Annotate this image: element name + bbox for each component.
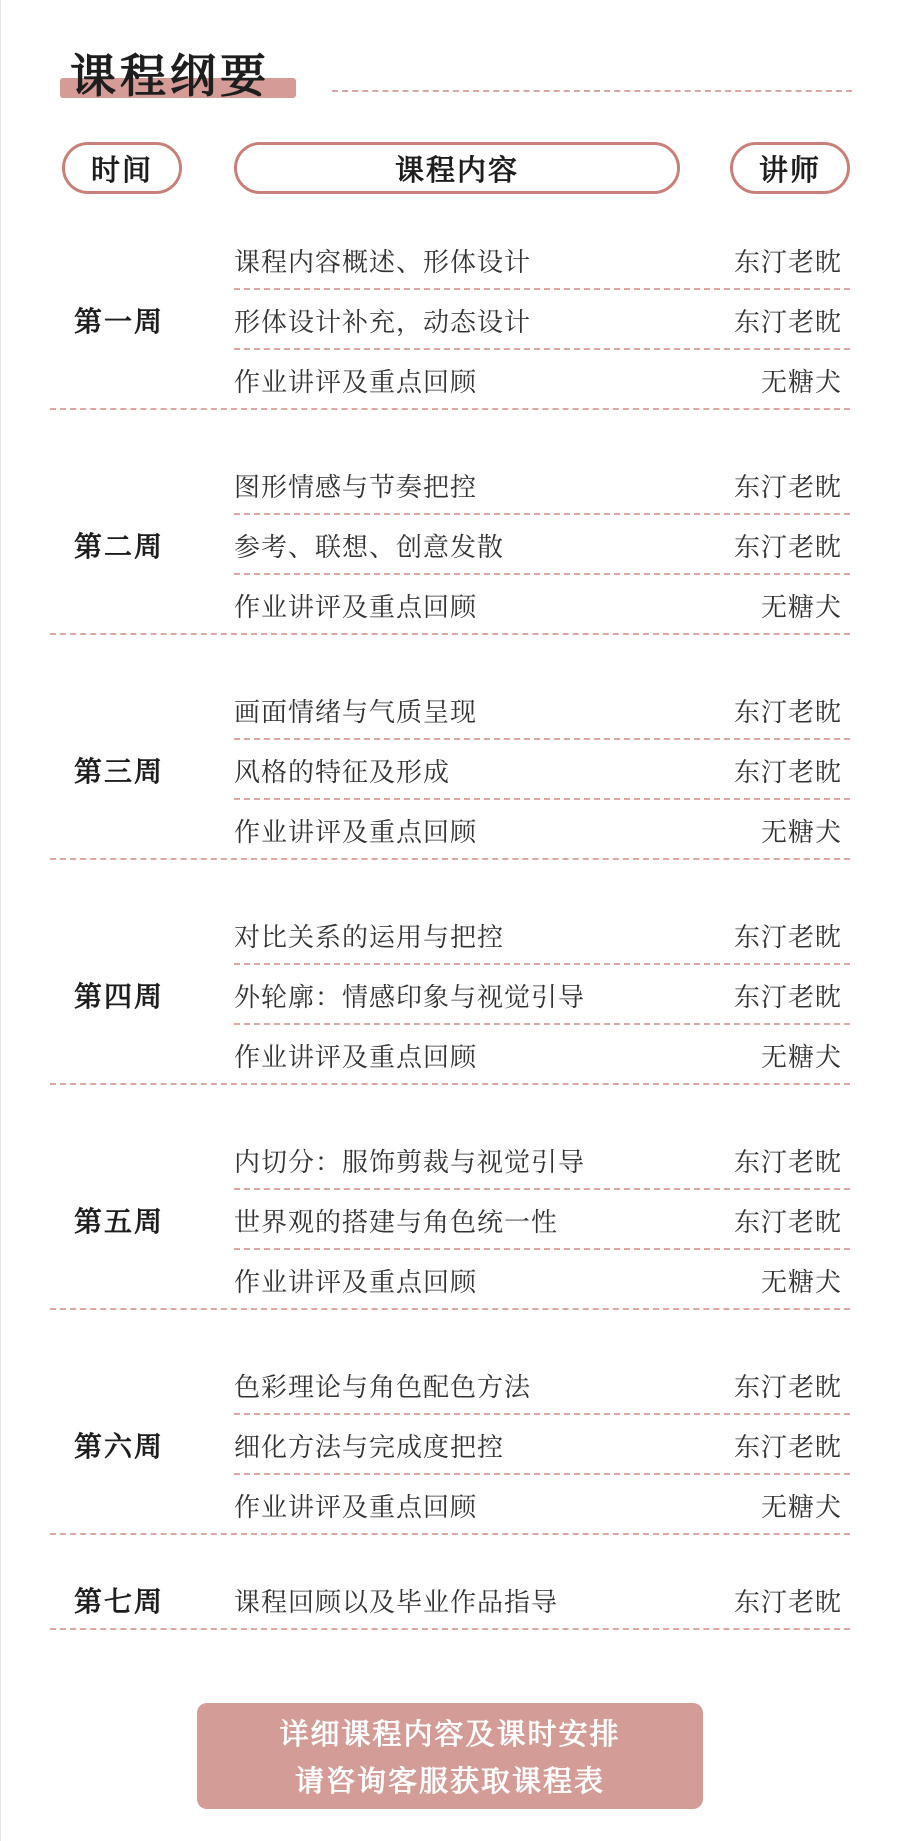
contact-banner-line1: 详细课程内容及课时安排	[279, 1717, 621, 1751]
course-teacher: 东汀老眈	[733, 983, 842, 1013]
course-title: 作业讲评及重点回顾	[234, 593, 478, 623]
header-time: 时间	[62, 142, 182, 194]
course-title: 作业讲评及重点回顾	[234, 368, 478, 398]
week-block	[50, 1128, 850, 1308]
course-row	[234, 1353, 850, 1413]
course-title: 色彩理论与角色配色方法	[234, 1373, 532, 1403]
course-row	[234, 1188, 850, 1248]
course-teacher: 东汀老眈	[733, 1148, 842, 1178]
course-row	[234, 903, 850, 963]
course-title: 外轮廓：情感印象与视觉引导	[234, 983, 586, 1013]
week-divider	[50, 633, 850, 635]
week-label: 第六周	[74, 1430, 165, 1463]
week-block	[50, 678, 850, 858]
week-divider	[50, 1083, 850, 1085]
week-label: 第五周	[74, 1205, 165, 1238]
week-label: 第七周	[74, 1585, 165, 1618]
course-teacher: 东汀老眈	[733, 248, 842, 278]
week-divider	[50, 1533, 850, 1535]
contact-banner[interactable]	[197, 1703, 703, 1809]
course-title: 风格的特征及形成	[234, 758, 451, 788]
course-row	[234, 1248, 850, 1308]
course-title: 对比关系的运用与把控	[234, 923, 505, 953]
course-teacher: 无糖犬	[760, 368, 842, 398]
course-title: 作业讲评及重点回顾	[234, 1268, 478, 1298]
week-label: 第一周	[74, 305, 165, 338]
course-title: 形体设计补充，动态设计	[234, 308, 532, 338]
course-title: 参考、联想、创意发散	[234, 533, 505, 563]
course-teacher: 东汀老眈	[733, 1433, 842, 1463]
header-teacher: 讲师	[730, 142, 850, 194]
course-row	[234, 573, 850, 633]
week-block	[50, 903, 850, 1083]
course-row	[234, 678, 850, 738]
course-teacher: 无糖犬	[760, 1268, 842, 1298]
course-row	[234, 453, 850, 513]
course-row	[234, 1413, 850, 1473]
course-row	[234, 1023, 850, 1083]
week-divider	[50, 1308, 850, 1310]
page-edge-line	[0, 0, 1, 1841]
course-title: 世界观的搭建与角色统一性	[234, 1208, 559, 1238]
course-row	[234, 738, 850, 798]
header-content: 课程内容	[234, 142, 680, 194]
course-row	[234, 1568, 850, 1628]
course-teacher: 无糖犬	[760, 818, 842, 848]
course-teacher: 无糖犬	[760, 1493, 842, 1523]
week-block	[50, 1568, 850, 1628]
course-title: 作业讲评及重点回顾	[234, 1043, 478, 1073]
course-title: 画面情绪与气质呈现	[234, 698, 478, 728]
course-teacher: 东汀老眈	[733, 1208, 842, 1238]
course-teacher: 无糖犬	[760, 1043, 842, 1073]
course-title: 作业讲评及重点回顾	[234, 818, 478, 848]
course-title: 图形情感与节奏把控	[234, 473, 478, 503]
course-title: 课程内容概述、形体设计	[234, 248, 532, 278]
course-teacher: 东汀老眈	[733, 923, 842, 953]
week-label: 第三周	[74, 755, 165, 788]
course-row	[234, 513, 850, 573]
course-teacher: 东汀老眈	[733, 533, 842, 563]
week-block	[50, 453, 850, 633]
course-row	[234, 228, 850, 288]
course-teacher: 无糖犬	[760, 593, 842, 623]
week-block	[50, 228, 850, 408]
course-row	[234, 1128, 850, 1188]
course-teacher: 东汀老眈	[733, 473, 842, 503]
course-row	[234, 348, 850, 408]
course-title: 内切分：服饰剪裁与视觉引导	[234, 1148, 586, 1178]
week-divider	[50, 858, 850, 860]
contact-banner-line2: 请咨询客服获取课程表	[294, 1764, 605, 1798]
course-title: 课程回顾以及毕业作品指导	[234, 1588, 559, 1618]
week-divider	[50, 408, 850, 410]
course-title: 作业讲评及重点回顾	[234, 1493, 478, 1523]
week-label: 第四周	[74, 980, 165, 1013]
week-divider	[50, 1628, 850, 1630]
week-block	[50, 1353, 850, 1533]
course-teacher: 东汀老眈	[733, 1588, 842, 1618]
course-teacher: 东汀老眈	[733, 308, 842, 338]
course-title: 细化方法与完成度把控	[234, 1433, 505, 1463]
course-row	[234, 288, 850, 348]
week-label: 第二周	[74, 530, 165, 563]
course-teacher: 东汀老眈	[733, 1373, 842, 1403]
course-row	[234, 1473, 850, 1533]
course-teacher: 东汀老眈	[733, 698, 842, 728]
page-title: 课程纲要	[70, 49, 270, 103]
course-row	[234, 798, 850, 858]
course-row	[234, 963, 850, 1023]
course-teacher: 东汀老眈	[733, 758, 842, 788]
title-divider	[332, 90, 852, 92]
